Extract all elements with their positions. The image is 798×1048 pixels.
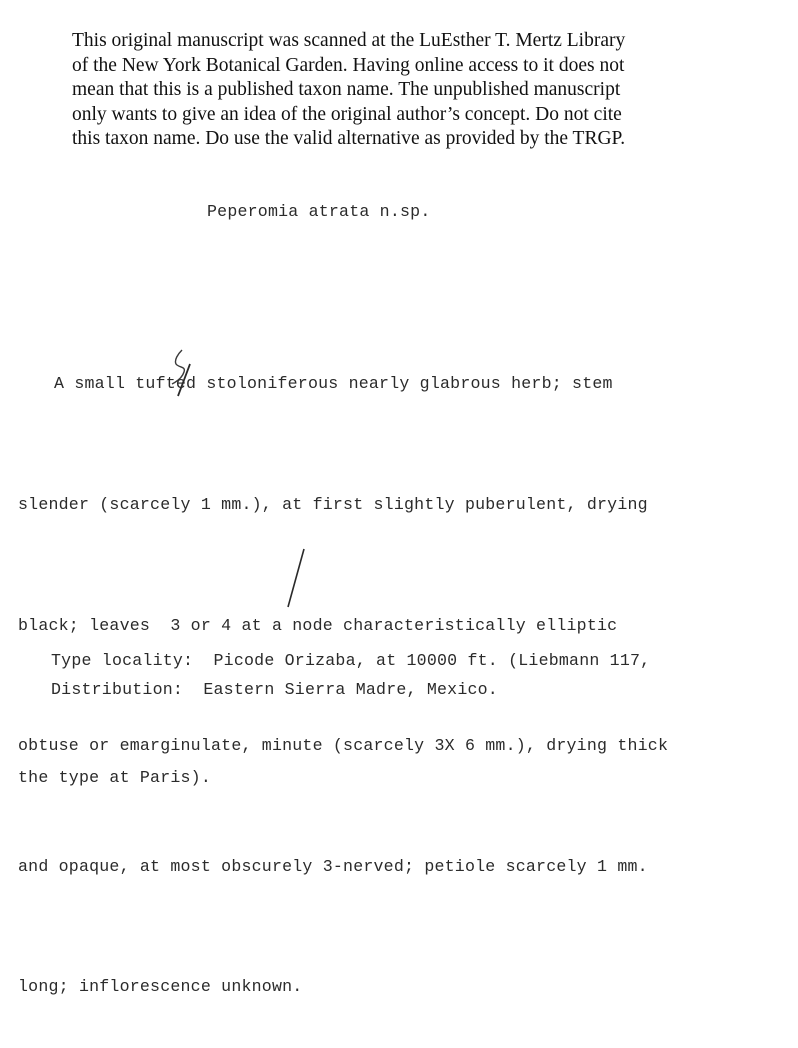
description-line: and opaque, at most obscurely 3-nerved; petiole scarcely 1 mm. (18, 856, 648, 876)
notice-line: of the New York Botanical Garden. Having online access to it does not (72, 54, 625, 76)
description-line: black; leaves 3 or 4 at a node characteristically elliptic (18, 615, 618, 635)
library-notice (72, 29, 712, 152)
description-line: A small tufted stoloniferous nearly glabrous herb; stem (54, 374, 613, 394)
species-title: Peperomia atrata n.sp. (207, 202, 431, 221)
notice-line: mean that this is a published taxon name. The unpublished manuscript (72, 79, 621, 100)
type-locality-line: Type locality: Picode Orizaba, at 10000 ft. (Liebmann 117, (51, 651, 651, 670)
notice-line: This original manuscript was scanned at the LuEsther T. Mertz Library (72, 30, 626, 51)
description-line: slender (scarcely 1 mm.), at first slightly puberulent, drying (18, 495, 648, 515)
notice-line: this taxon name. Do use the valid alternative as provided by the TRGP. (72, 128, 626, 149)
description-line: long; inflorescence unknown. (18, 977, 303, 997)
distribution: Distribution: Eastern Sierra Madre, Mexico. (51, 680, 498, 699)
type-locality-line: the type at Paris). (18, 768, 211, 787)
notice-line: only wants to give an idea of the original author’s concept. Do not cite (72, 103, 622, 125)
type-locality (18, 563, 650, 836)
description-line: obtuse or emarginulate, minute (scarcely 3X 6 mm.), drying thick (18, 736, 669, 756)
